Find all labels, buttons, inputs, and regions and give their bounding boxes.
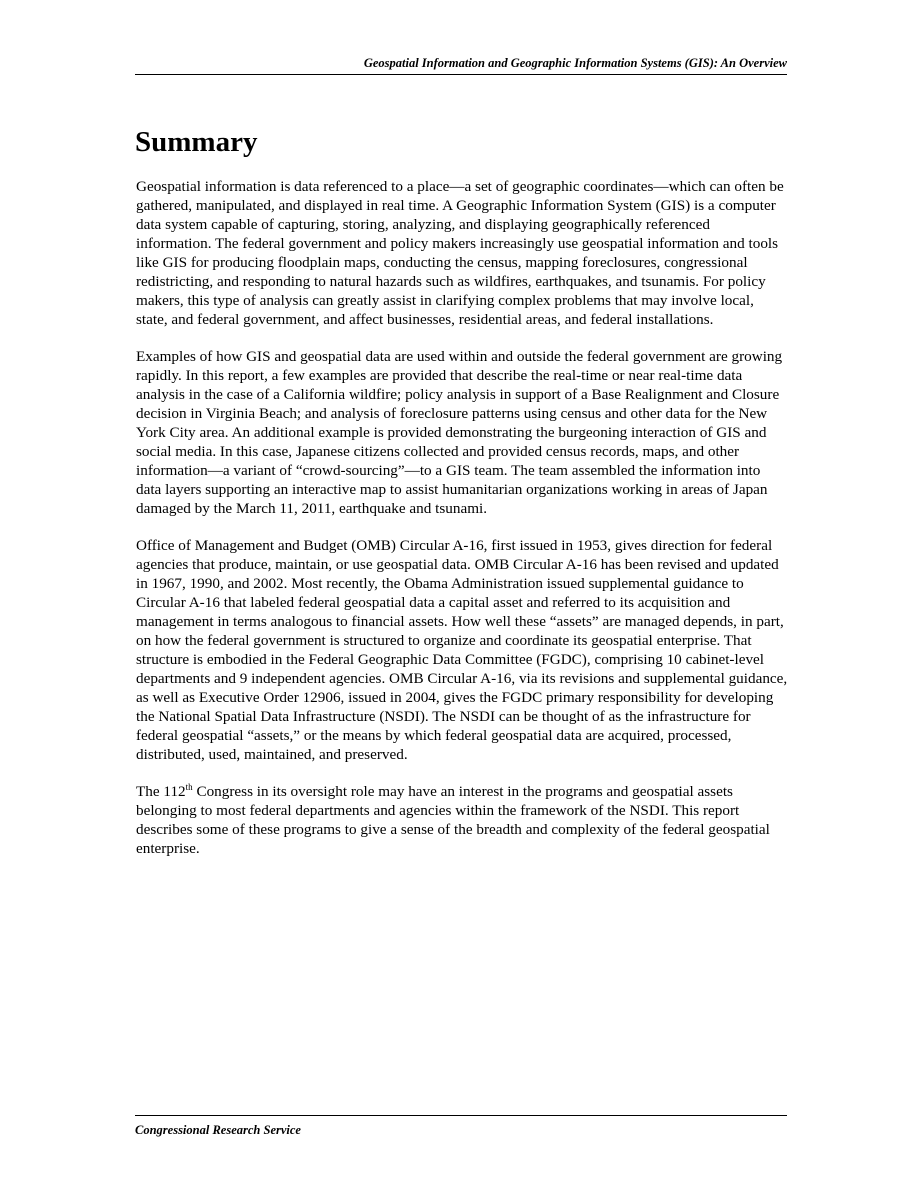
running-header: Geospatial Information and Geographic Information Systems (GIS): An Overview [135,55,787,75]
summary-body [136,177,788,876]
summary-paragraph-4 [136,782,788,858]
summary-paragraph-1: Geospatial information is data referenced to a place—a set of geographic coordinates—which can often be gathered, manipulated, and displayed in real time. A Geographic Information System (GIS) is a computer data system capable of capturing, storing, analyzing, and displaying geographically referenced information. The federal government and policy makers increasingly use geospatial information and tools like GIS for producing floodplain maps, conducting the census, mapping foreclosures, congressional redistricting, and responding to natural hazards such as wildfires, earthquakes, and tsunamis. For policy makers, this type of analysis can greatly assist in clarifying complex problems that may involve local, state, and federal government, and affect businesses, residential areas, and federal installations. [136,178,784,328]
summary-paragraph-3: Office of Management and Budget (OMB) Circular A-16, first issued in 1953, gives direction for federal agencies that produce, maintain, or use geospatial data. OMB Circular A-16 has been revised and updated in 1967, 1990, and 2002. Most recently, the Obama Administration issued supplemental guidance to Circular A-16 that labeled federal geospatial data a capital asset and referred to its acquisition and management in terms analogous to financial assets. How well these “assets” are managed depends, in part, on how the federal government is structured to organize and coordinate its geospatial enterprise. That structure is embodied in the Federal Geographic Data Committee (FGDC), comprising 10 cabinet-level departments and 9 independent agencies. OMB Circular A-16, via its revisions and supplemental guidance, as well as Executive Order 12906, issued in 2004, gives the FGDC primary responsibility for developing the National Spatial Data Infrastructure (NSDI). The NSDI can be thought of as the infrastructure for federal geospatial “assets,” or the means by which federal geospatial data are acquired, processed, distributed, used, maintained, and preserved. [136,537,788,763]
summary-paragraph-2: Examples of how GIS and geospatial data are used within and outside the federal government are growing rapidly. In this report, a few examples are provided that describe the real-time or near real-time data analysis in the case of a California wildfire; policy analysis in support of a Base Realignment and Closure decision in Virginia Beach; and analysis of foreclosure patterns using census and other data for the New York City area. An additional example is provided demonstrating the burgeoning interaction of GIS and social media. In this case, Japanese citizens collected and provided census records, maps, and other information—a variant of “crowd-sourcing”—to a GIS team. The team assembled the information into data layers supporting an interactive map to assist humanitarian organizations working in areas of Japan damaged by the March 11, 2011, earthquake and tsunami. [136,348,783,517]
ordinal-suffix: th [185,781,193,792]
running-footer: Congressional Research Service [135,1115,787,1138]
page-title: Summary [135,126,258,158]
paragraph-lead: The 112 [136,783,186,800]
paragraph-rest: Congress in its oversight role may have an interest in the programs and geospatial assets belonging to most federal departments and agencies within the framework of the NSDI. This report describes some of these programs to give a sense of the breadth and complexity of the federal geospatial enterprise. [136,783,770,857]
